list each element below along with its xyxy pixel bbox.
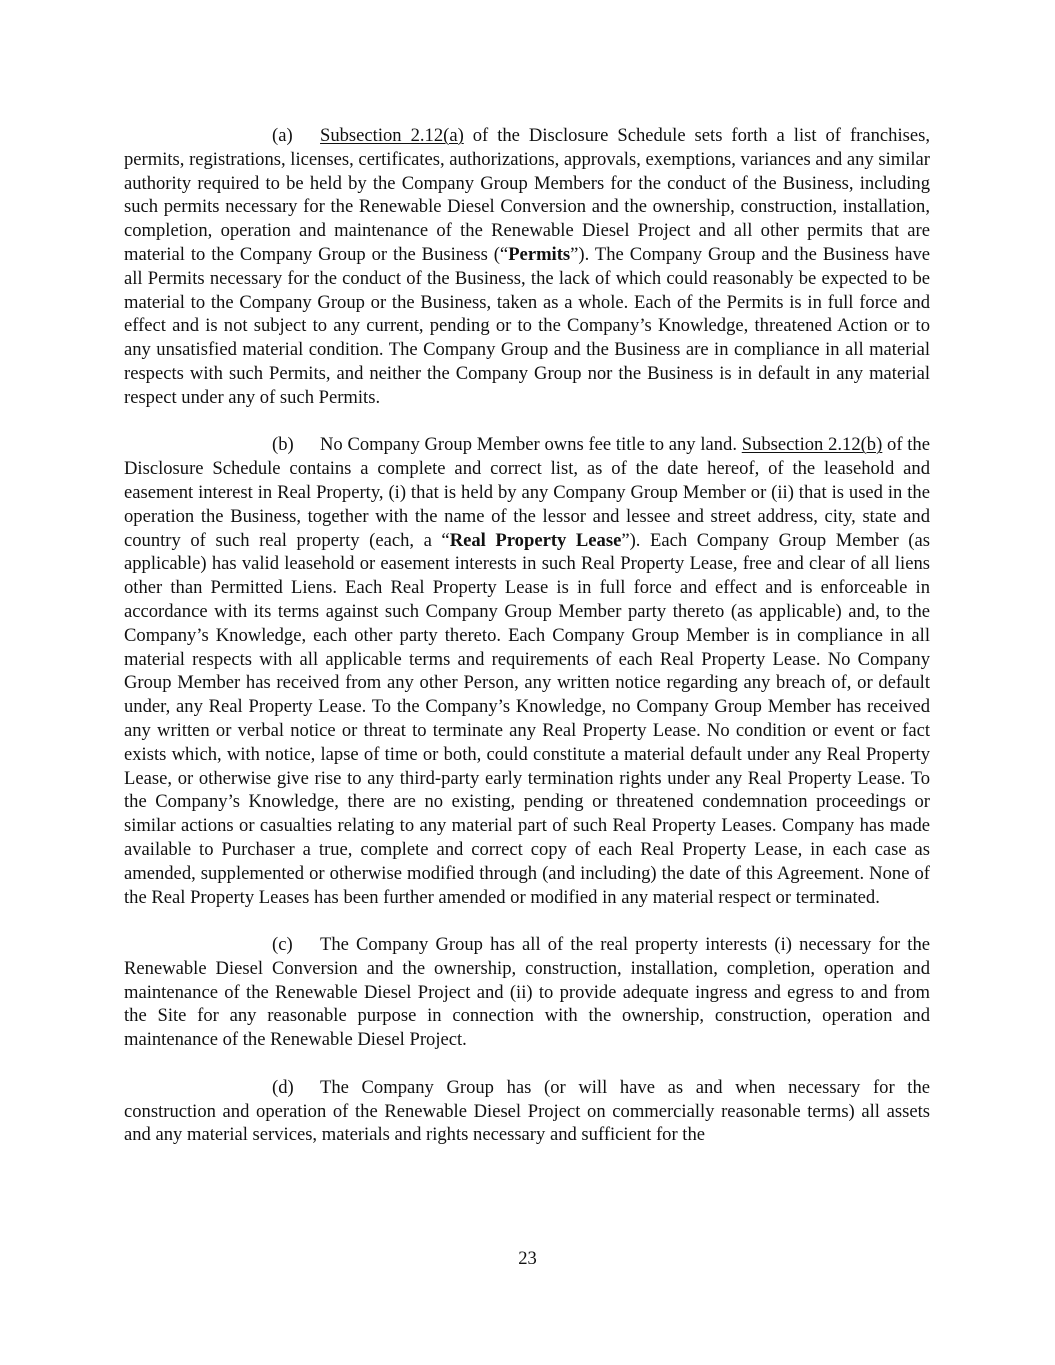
paragraph-text: The Company Group has all of the real property interests (i) necessary for the Renewable Diesel Conversion and the ownership, construction, installation, completion, operation and maintenance of the Renewable Diesel Project and (ii) to provide adequate ingress and egress to and from the Site for any reasonable purpose in connection with the ownership, construction, operation and maintenance of the Renewable Diesel Project. [124,934,930,1051]
paragraph-b [124,433,930,909]
paragraph-marker: (c) [272,934,293,956]
paragraph-text: The Company Group has (or will have as and when necessary for the construction and operation of the Renewable Diesel Project on commercially reasonable terms) all assets and any material services, materials and rights necessary and sufficient for the [124,1076,930,1146]
paragraph-text: No Company Group Member owns fee title to any land. [320,434,742,456]
paragraph-text: of the Disclosure Schedule contains a complete and correct list, as of the date hereof, of the leasehold and easement interest in Real Property, (i) that is held by any Company Group Member or (ii) that is used in the operation the Business, together with the name of the lessor and lessee and street address, city, state and country of such real property (each, a “ [124,434,930,551]
paragraph-c [124,933,930,1052]
paragraph-text: ”). Each Company Group Member (as applicable) has valid leasehold or easement interests in such Real Property Lease, free and clear of all liens other than Permitted Liens. Each Real Property Lease is in full force and effect and is enforceable in accordance with its terms against such Company Group Member party thereto (as applicable) and, to the Company’s Knowledge, each other party thereto. Each Company Group Member is in compliance in all material respects with all applicable terms and requirements of each Real Property Lease. No Company Group Member has received from any other Person, any written notice regarding any breach of, or default under, any Real Property Lease. To the Company’s Knowledge, no Company Group Member has received any written or verbal notice or threat to terminate any Real Property Lease. No condition or event or fact exists which, with notice, lapse of time or both, could constitute a material default under any Real Property Lease, or otherwise give rise to any third-party early termination rights under any Real Property Lease. To the Company’s Knowledge, there are no existing, pending or threatened condemnation proceedings or similar actions or casualties relating to any material part of such Real Property Leases. Company has made available to Purchaser a true, complete and correct copy of each Real Property Lease, in each case as amended, supplemented or otherwise modified through (and including) the date of this Agreement. None of the Real Property Leases has been further amended or modified in any material respect or terminated. [124,529,930,908]
paragraph-a [124,124,930,410]
defined-term: Real Property Lease [449,529,622,551]
paragraph-d [124,1076,930,1147]
paragraph-marker: (d) [272,1076,294,1098]
page-number: 23 [518,1248,537,1269]
paragraph-marker: (b) [272,434,294,456]
subsection-reference: Subsection 2.12(a) [320,125,464,146]
paragraph-marker: (a) [272,125,293,146]
paragraph-text: of the Disclosure Schedule sets forth a list of franchises, permits, registrations, licenses, certificates, authorizations, approvals, exemptions, variances and any similar authority required to be held by the Company Group Members for the conduct of the Business, including such permits necessary for the Renewable Diesel Conversion and the ownership, construction, installation, completion, operation and maintenance of the Renewable Diesel Project and all other permits that are material to the Company Group or the Business (“ [124,125,930,265]
subsection-reference: Subsection 2.12(b) [741,434,883,456]
paragraph-text: ”). The Company Group and the Business have all Permits necessary for the conduct of the Business, the lack of which could reasonably be expected to be material to the Company Group or the Business, taken as a whole. Each of the Permits is in full force and effect and is not subject to any current, pending or to the Company’s Knowledge, threatened Action or to any unsatisfied material condition. The Company Group and the Business are in compliance in all material respects with such Permits, and neither the Company Group nor the Business is in default in any material respect under any of such Permits. [124,243,930,408]
defined-term: Permits [508,243,571,265]
document-body [124,124,930,1147]
